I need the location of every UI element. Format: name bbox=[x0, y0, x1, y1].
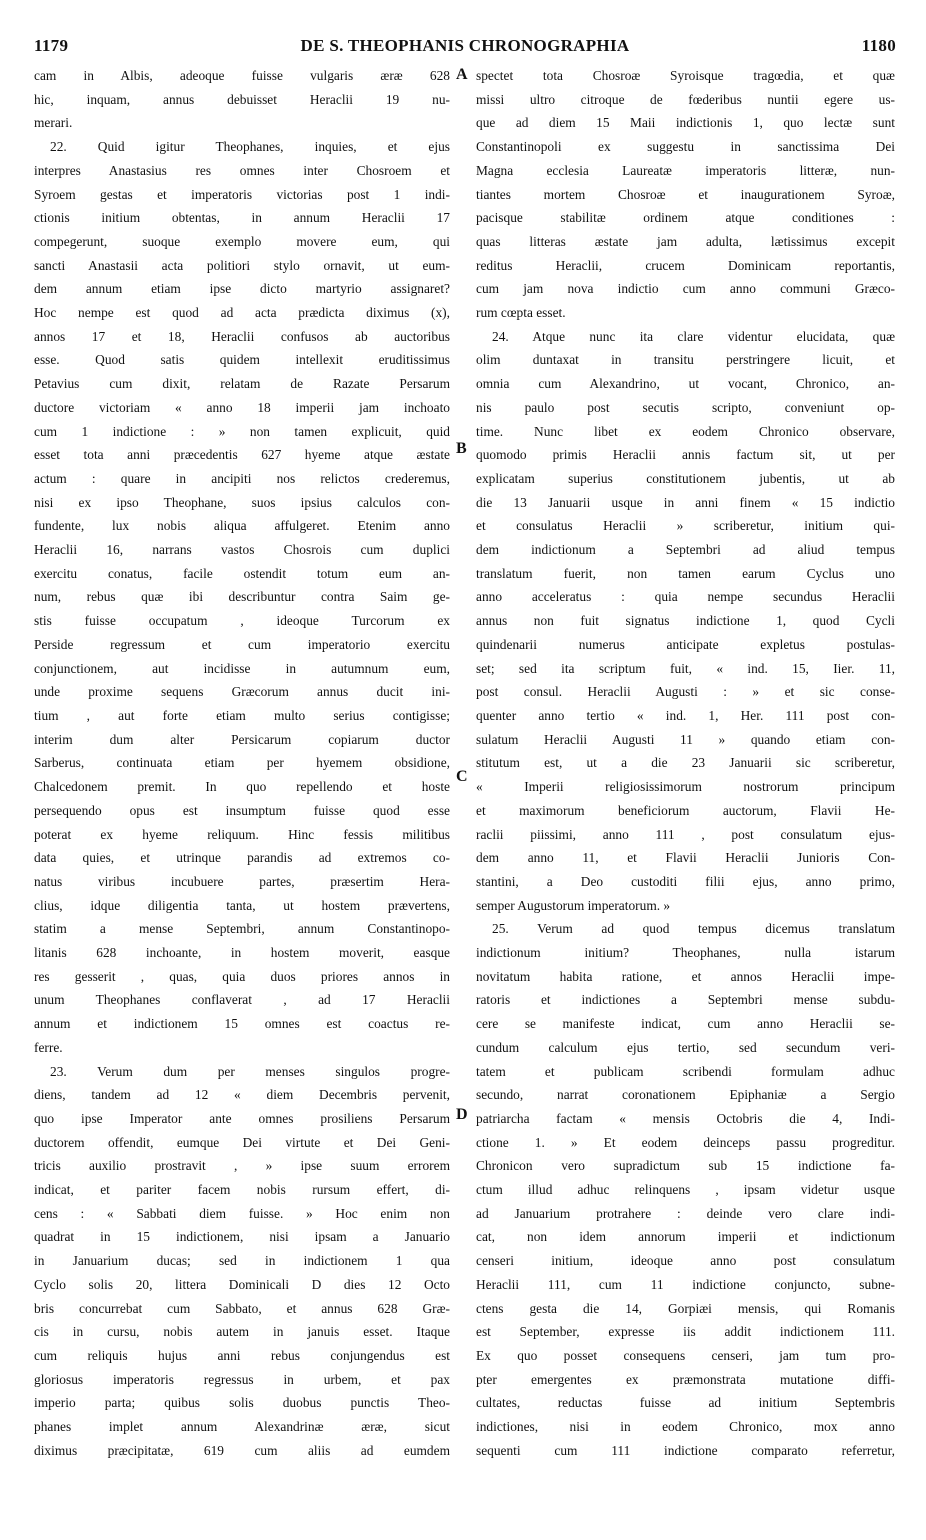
text-line: Hoc nempe est quod ad acta prædicta diximus (x), bbox=[34, 305, 450, 321]
text-line: est September, expresse iis addit indictionem 111. bbox=[476, 1324, 895, 1340]
text-line: 22. Quid igitur Theophanes, inquies, et ejus bbox=[50, 139, 450, 155]
text-line: hic, inquam, annus debuisset Heraclii 19 nu- bbox=[34, 91, 450, 107]
text-line: Cyclo solis 20, littera Dominicali D dies 12 Octo bbox=[34, 1276, 450, 1292]
text-line: cere se manifeste indicat, cum anno Heraclii se- bbox=[476, 1016, 895, 1032]
text-line: Heraclii 16, narrans vastos Chosrois cum duplici bbox=[34, 542, 450, 558]
text-line: cundum calculum ejus tertio, sed secundum veri- bbox=[476, 1039, 895, 1055]
text-line: esset tota anni præcedentis 627 hyeme atque æstate bbox=[34, 447, 450, 463]
text-line: imperio parta; quibus solis duobus punctis Theo- bbox=[34, 1395, 450, 1411]
text-line: actum : quare in ancipiti nos relictos crederemus, bbox=[34, 470, 450, 486]
text-line: cens : « Sabbati diem fuisse. » Hoc enim non bbox=[34, 1205, 450, 1221]
running-header bbox=[34, 36, 896, 60]
text-line: cat, non idem annorum imperii et indictionum bbox=[476, 1229, 895, 1245]
text-line: sulatum Heraclii Augusti 11 » quando etiam con- bbox=[476, 731, 895, 747]
text-line: cam in Albis, adeoque fuisse vulgaris æræ 628 bbox=[34, 68, 450, 83]
text-line: indictionum initium? Theophanes, nulla istarum bbox=[476, 945, 895, 961]
text-line: ctione 1. » Et eodem deinceps passu progreditur. bbox=[476, 1134, 895, 1150]
text-line: Chronicon vero supradictum sub 15 indictione fa- bbox=[476, 1158, 895, 1174]
text-line: statim a mense Septembri, annum Constantinopo- bbox=[34, 921, 450, 937]
text-line: et maximorum beneficiorum auctorum, Flavii He- bbox=[476, 802, 895, 818]
text-line: bris concurrebat cum Sabbato, et annus 628 Græ- bbox=[34, 1300, 450, 1316]
text-line: indicat, et pariter facem nobis rursum effert, di- bbox=[34, 1182, 450, 1198]
text-line: nis paulo post secutis scripto, conveniunt op- bbox=[476, 399, 895, 415]
text-line: dem annum etiam ipse dicto martyrio assignaret? bbox=[34, 281, 450, 297]
text-line: rum cœpta esset. bbox=[476, 305, 566, 321]
text-line: ferre. bbox=[34, 1039, 63, 1055]
text-line: anno acceleratus : quia nempe secundus Heraclii bbox=[476, 589, 895, 605]
text-line: ductore victoriam « anno 18 imperii jam inchoato bbox=[34, 399, 450, 415]
text-line: tiantes mortem Chosroæ et inaugurationem Syroæ, bbox=[476, 186, 895, 202]
text-line: compegerunt, suoque exemplo movere eum, qui bbox=[34, 233, 450, 249]
text-line: esse. Quod satis quidem intellexit eruditissimus bbox=[34, 352, 450, 368]
text-line: conjunctionem, aut incidisse in autumnum eum, bbox=[34, 660, 450, 676]
text-line: post consul. Heraclii Augusti : » et sic conse- bbox=[476, 684, 895, 700]
text-line: tium , aut forte etiam multo serius contigisse; bbox=[34, 707, 450, 723]
text-line: poterat ex hyeme reliquum. Hinc fessis militibus bbox=[34, 826, 450, 842]
text-line: dem indictionum a Septembri ad aliud tempus bbox=[476, 542, 895, 558]
text-line: Petavius cum dixit, relatam de Razate Persarum bbox=[34, 376, 450, 392]
text-line: nisi ex ipso Theophane, suos ipsius calculos con- bbox=[34, 494, 450, 510]
text-line: ctionis initium obtentas, in annum Heraclii 17 bbox=[34, 210, 450, 226]
text-line: ratoris et indictiones a Septembri mense subdu- bbox=[476, 992, 895, 1008]
text-line: quo ipse Imperator ante omnes prosiliens Persarum bbox=[34, 1110, 450, 1126]
text-line: exercitu conatus, facile ostendit totum eum an- bbox=[34, 565, 450, 581]
text-line: fundente, lux nobis aliqua affulgeret. Etenim anno bbox=[34, 518, 450, 534]
text-line: Constantinopoli ex suggestu in sanctissima Dei bbox=[476, 139, 895, 155]
text-line: set; sed ita scriptum fuit, « ind. 15, Iier. 11, bbox=[476, 660, 895, 676]
text-line: que ad diem 15 Maii indictionis 1, quo lectæ sunt bbox=[476, 115, 895, 131]
text-line: reditus Heraclii, crucem Dominicam reportantis, bbox=[476, 257, 895, 273]
text-line: annus non fuit signatus indictione 1, quod Cycli bbox=[476, 613, 895, 629]
text-line: persequendo opus est insumptum fuisse quod esse bbox=[34, 802, 450, 818]
margin-marker-d: D bbox=[456, 1106, 468, 1123]
text-line: unde proxime sequens Græcorum annus ducit ini- bbox=[34, 684, 450, 700]
text-line: data quies, et utrinque parandis ad extremos co- bbox=[34, 850, 450, 866]
text-line: cum 1 indictione : » non tamen explicuit, quid bbox=[34, 423, 450, 439]
text-line: stis fuisse occupatum , ideoque Turcorum ex bbox=[34, 613, 450, 629]
running-title: DE S. THEOPHANIS CHRONOGRAPHIA bbox=[300, 36, 630, 55]
text-line: in Januarium ducas; sed in indictionem 1 qua bbox=[34, 1253, 450, 1269]
text-line: olim duntaxat in transitu perstringere licuit, et bbox=[476, 352, 895, 368]
text-line: tatem et publicam scribendi formulam adhuc bbox=[476, 1063, 895, 1079]
text-line: censeri initium, ideoque anno post consulatum bbox=[476, 1253, 895, 1269]
text-line: ad Januarium protrahere : deinde vero clare indi- bbox=[476, 1205, 895, 1221]
text-line: interim dum alter Persicarum copiarum ductor bbox=[34, 731, 450, 747]
text-line: 25. Verum ad quod tempus dicemus translatum bbox=[492, 921, 895, 937]
text-line: annos 17 et 18, Heraclii confusos ab auctoribus bbox=[34, 328, 450, 344]
text-line: dem anno 11, et Flavii Heraclii Junioris Con- bbox=[476, 850, 895, 866]
text-line: sequenti cum 111 indictione comparato referretur, bbox=[476, 1442, 895, 1458]
text-line: litanis 628 inchoante, in hostem moverit, easque bbox=[34, 945, 450, 961]
text-line: clius, idque diligentia tanta, ut hostem prævertens, bbox=[34, 897, 450, 913]
text-line: ductorem offendit, eumque Dei virtute et Dei Geni- bbox=[34, 1134, 450, 1150]
text-line: « Imperii religiosissimorum nostrorum principum bbox=[476, 779, 895, 795]
text-line: quindenarii numerus anticipate expletus postulas- bbox=[476, 636, 895, 652]
text-line: cum jam nova indictio cum anno communi Græco- bbox=[476, 281, 895, 297]
text-line: explicatam superius constitutionem jubentis, ut ab bbox=[476, 470, 895, 486]
text-line: phanes implet annum Alexandrinæ æræ, sicut bbox=[34, 1419, 450, 1435]
text-line: Syroem gestas et imperatoris victorias post 1 indi- bbox=[34, 186, 450, 202]
text-line: missi ultro citroque de fœderibus nuntii egere us- bbox=[476, 91, 895, 107]
text-line: diens, tandem ad 12 « diem Decembris pervenit, bbox=[34, 1087, 450, 1103]
text-line: time. Nunc libet ex eodem Chronico observare, bbox=[476, 423, 895, 439]
text-line: ctens gesta die 14, Gorpiæi mensis, qui Romanis bbox=[476, 1300, 895, 1316]
text-line: num, rebus quæ ibi describuntur contra Saim ge- bbox=[34, 589, 450, 605]
text-line: Ex quo posset consequens censeri, jam tum pro- bbox=[476, 1347, 895, 1363]
text-line: pacisque stabilitæ ordinem atque conditiones : bbox=[476, 210, 895, 226]
text-line: merari. bbox=[34, 115, 73, 131]
text-line: patriarcha factam « mensis Octobris die 4, Indi- bbox=[476, 1110, 895, 1126]
text-line: 23. Verum dum per menses singulos progre- bbox=[50, 1063, 450, 1079]
text-line: unum Theophanes conflaverat , ad 17 Heraclii bbox=[34, 992, 450, 1008]
text-line: stitutum est, ut a die 23 Januarii sic scriberetur, bbox=[476, 755, 895, 771]
margin-marker-b: B bbox=[456, 440, 467, 457]
text-line: interpres Anastasius res omnes inter Chosroem et bbox=[34, 162, 450, 178]
text-line: novitatum habita ratione, et annos Heraclii impe- bbox=[476, 968, 895, 984]
text-line: translatum fuerit, non tamen earum Cyclus uno bbox=[476, 565, 895, 581]
text-line: indictiones, nisi in eodem Chronico, mox anno bbox=[476, 1419, 895, 1435]
text-line: omnia cum Alexandrino, ut vocant, Chronico, an- bbox=[476, 376, 895, 392]
text-line: Chalcedonem premit. In quo repellendo et hoste bbox=[34, 779, 450, 795]
text-line: quenter anno tertio « ind. 1, Her. 111 post con- bbox=[476, 707, 895, 723]
right-column bbox=[476, 64, 895, 1524]
text-line: quadrat in 15 indictionem, nisi ipsam a Januario bbox=[34, 1229, 450, 1245]
text-line: Sarberus, continuata etiam per hyemem obsidione, bbox=[34, 755, 450, 771]
text-line: diximus præcipitatæ, 619 cum aliis ad eumdem bbox=[34, 1442, 450, 1458]
text-line: natus viribus incubuere partes, præsertim Hera- bbox=[34, 873, 450, 889]
text-line: die 13 Januarii usque in anni finem « 15 indictio bbox=[476, 494, 895, 510]
text-line: Magna ecclesia Laureatæ imperatoris litteræ, nun- bbox=[476, 162, 895, 178]
text-line: raclii piissimi, anno 111 , post consulatum ejus- bbox=[476, 826, 895, 842]
text-line: spectet tota Chosroæ Syroisque tragœdia, et quæ bbox=[476, 68, 895, 83]
margin-marker-a: A bbox=[456, 66, 468, 83]
text-line: quas litteras æstate jam adulta, lætissimus excepit bbox=[476, 233, 895, 249]
text-line: semper Augustorum imperatorum. » bbox=[476, 897, 671, 913]
text-line: Perside regressum et cum imperatorio exercitu bbox=[34, 636, 450, 652]
text-line: pter emergentes ex præmonstrata mutatione diffi- bbox=[476, 1371, 895, 1387]
text-line: cum reliquis hujus anni rebus conjungendus est bbox=[34, 1347, 450, 1363]
text-line: res gesserit , quas, quia duos priores annos in bbox=[34, 968, 450, 984]
text-line: gloriosus imperatoris regressus in urbem, et pax bbox=[34, 1371, 450, 1387]
text-line: et consulatus Heraclii » scriberetur, initium qui- bbox=[476, 518, 895, 534]
text-line: Heraclii 111, cum 11 indictione conjuncto, subne- bbox=[476, 1276, 895, 1292]
left-column bbox=[34, 64, 450, 1524]
text-line: annum et indictionem 15 omnes est coactus re- bbox=[34, 1016, 450, 1032]
text-line: ctum illud adhuc relinquens , ipsam videtur usque bbox=[476, 1182, 895, 1198]
text-line: 24. Atque nunc ita clare videntur elucidata, quæ bbox=[492, 328, 895, 344]
text-line: secundo, narrat coronationem Epiphaniæ a Sergio bbox=[476, 1087, 895, 1103]
text-line: quomodo primis Heraclii annis factum sit, ut per bbox=[476, 447, 895, 463]
page-number-right: 1180 bbox=[861, 36, 896, 55]
text-line: cis in cursu, nobis autem in januis esset. Itaque bbox=[34, 1324, 450, 1340]
margin-marker-c: C bbox=[456, 768, 468, 785]
page-number-left: 1179 bbox=[34, 36, 69, 55]
text-line: tricis auxilio prostravit , » ipse suum errorem bbox=[34, 1158, 450, 1174]
text-line: cultates, reductas fuisse ad initium Septembris bbox=[476, 1395, 895, 1411]
text-line: stantini, a Deo custoditi filii ejus, anno primo, bbox=[476, 873, 895, 889]
text-line: sancti Anastasii acta politiori stylo ornavit, ut eum- bbox=[34, 257, 450, 273]
